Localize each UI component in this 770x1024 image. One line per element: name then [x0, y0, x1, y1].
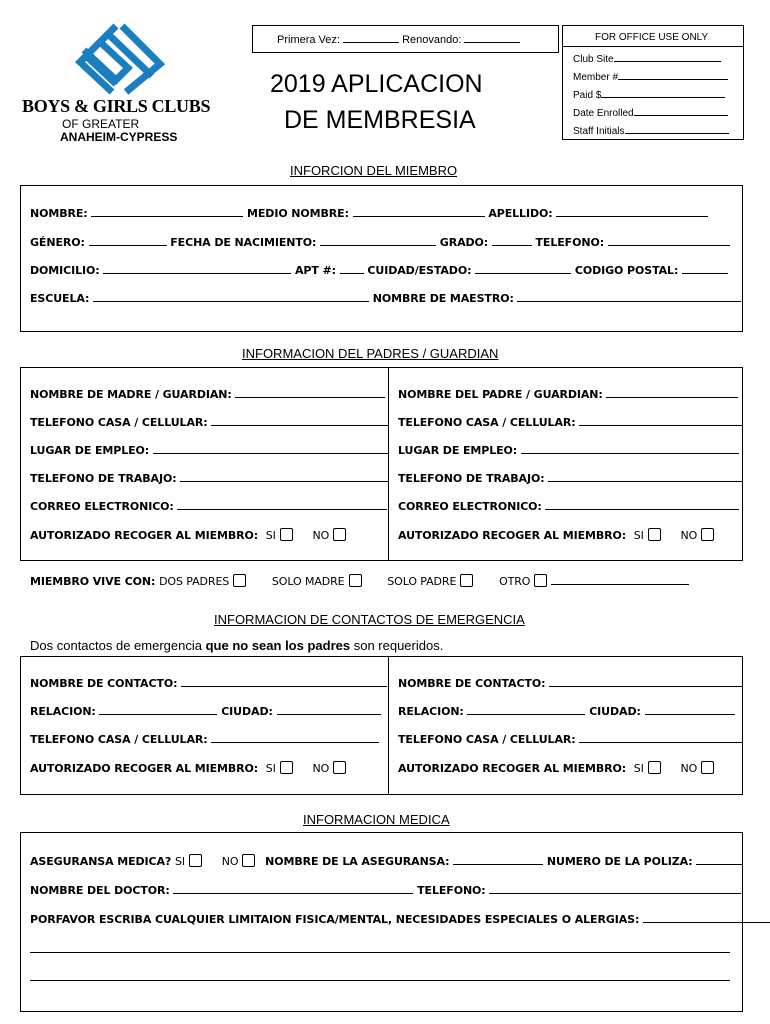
genero-field[interactable] — [89, 236, 167, 246]
paid-field[interactable] — [601, 89, 725, 98]
nombre-label: NOMBRE: — [30, 207, 88, 220]
grado-field[interactable] — [492, 236, 532, 246]
logo — [20, 18, 220, 143]
primera-vez-field[interactable] — [343, 33, 399, 43]
date-enrolled-field[interactable] — [634, 107, 728, 116]
madre-field[interactable] — [235, 388, 385, 398]
telefono-label: TELEFONO: — [535, 236, 604, 249]
contacto1-no-checkbox[interactable] — [333, 761, 346, 774]
codigo-postal-label: CODIGO POSTAL: — [574, 264, 679, 277]
org-sub2: ANAHEIM-CYPRESS — [60, 130, 178, 144]
relacion2-field[interactable] — [467, 705, 585, 715]
ciudad2-label: CIUDAD: — [589, 705, 641, 718]
emergency-note-pre: Dos contactos de emergencia — [30, 638, 206, 653]
padre-si-label: SI — [633, 529, 644, 542]
doctor-field[interactable] — [173, 884, 413, 894]
apellido-label: APELLIDO: — [488, 207, 553, 220]
form-title-line2: DE MEMBRESIA — [284, 106, 476, 134]
vive-label: MIEMBRO VIVE CON: — [30, 575, 156, 588]
contacto2-field[interactable] — [549, 677, 743, 687]
contacto2-si-checkbox[interactable] — [648, 761, 661, 774]
staff-initials-label: Staff Initials — [573, 126, 625, 137]
codigo-postal-field[interactable] — [682, 264, 728, 274]
form-title-line1: 2019 APLICACION — [270, 70, 483, 98]
padre-tel-trabajo-label: TELEFONO DE TRABAJO: — [398, 472, 545, 485]
otro-label: OTRO — [499, 575, 531, 588]
padre-lugar-field[interactable] — [521, 444, 739, 454]
domicilio-field[interactable] — [103, 264, 291, 274]
dos-padres-checkbox[interactable] — [233, 574, 246, 587]
contacto1-si-checkbox[interactable] — [280, 761, 293, 774]
emergency-note-post: son requeridos. — [350, 638, 444, 653]
renovando-field[interactable] — [464, 33, 520, 43]
emergency-section-title: INFORMACION DE CONTACTOS DE EMERGENCIA — [214, 612, 525, 627]
office-use-title: FOR OFFICE USE ONLY — [595, 32, 709, 43]
madre-tel-casa-label: TELEFONO CASA / CELLULAR: — [30, 416, 208, 429]
padre-tel-trabajo-field[interactable] — [548, 472, 742, 482]
madre-label: NOMBRE DE MADRE / GUARDIAN: — [30, 388, 232, 401]
contacto1-tel-field[interactable] — [211, 733, 379, 743]
padre-tel-casa-label: TELEFONO CASA / CELLULAR: — [398, 416, 576, 429]
escuela-label: ESCUELA: — [30, 292, 90, 305]
otro-field[interactable] — [551, 575, 689, 585]
member-section-title: INFORCION DEL MIEMBRO — [290, 163, 458, 178]
medio-nombre-field[interactable] — [353, 207, 485, 217]
club-site-field[interactable] — [614, 53, 721, 62]
nombre-aseguransa-label: NOMBRE DE LA ASEGURANSA: — [265, 855, 450, 868]
contacto1-field[interactable] — [181, 677, 387, 687]
date-enrolled-label: Date Enrolled — [573, 108, 634, 119]
aseguransa-no-label: NO — [221, 855, 239, 868]
genero-label: GÉNERO: — [30, 236, 85, 249]
limitaciones-label: PORFAVOR ESCRIBA CUALQUIER LIMITAION FISICA/MENTAL, NECESIDADES ESPECIALES O ALERGIAS: — [30, 913, 640, 926]
aseguransa-label: ASEGURANSA MEDICA? — [30, 855, 172, 868]
apellido-field[interactable] — [556, 207, 708, 217]
padre-label: NOMBRE DEL PADRE / GUARDIAN: — [398, 388, 603, 401]
ciudad-estado-label: CUIDAD/ESTADO: — [367, 264, 472, 277]
madre-lugar-label: LUGAR DE EMPLEO: — [30, 444, 150, 457]
madre-no-label: NO — [312, 529, 330, 542]
parents-divider — [388, 367, 389, 560]
relacion2-label: RELACION: — [398, 705, 464, 718]
fecha-field[interactable] — [320, 236, 436, 246]
padre-no-checkbox[interactable] — [701, 528, 714, 541]
padre-correo-field[interactable] — [545, 500, 739, 510]
emergency-divider — [388, 656, 389, 794]
apt-label: APT #: — [295, 264, 336, 277]
contacto1-si-label: SI — [265, 762, 276, 775]
aseguransa-no-checkbox[interactable] — [242, 854, 255, 867]
doctor-tel-label: TELEFONO: — [417, 884, 486, 897]
nombre-aseguransa-field[interactable] — [453, 855, 543, 865]
padre-no-label: NO — [680, 529, 698, 542]
poliza-field[interactable] — [696, 855, 742, 865]
contacto2-si-label: SI — [633, 762, 644, 775]
ciudad1-label: CIUDAD: — [221, 705, 273, 718]
clasped-hands-diamond-logo-icon — [20, 18, 220, 98]
aseguransa-si-checkbox[interactable] — [189, 854, 202, 867]
relacion1-label: RELACION: — [30, 705, 96, 718]
apt-field[interactable] — [340, 264, 364, 274]
contacto1-autorizado-label: AUTORIZADO RECOGER AL MIEMBRO: — [30, 762, 259, 775]
padre-field[interactable] — [606, 388, 738, 398]
org-name: BOYS & GIRLS CLUBS — [22, 96, 211, 116]
madre-autorizado-label: AUTORIZADO RECOGER AL MIEMBRO: — [30, 529, 259, 542]
contacto2-no-checkbox[interactable] — [701, 761, 714, 774]
club-site-label: Club Site — [573, 54, 614, 65]
padre-lugar-label: LUGAR DE EMPLEO: — [398, 444, 518, 457]
contacto2-label: NOMBRE DE CONTACTO: — [398, 677, 546, 690]
ciudad-estado-field[interactable] — [475, 264, 571, 274]
grado-label: GRADO: — [439, 236, 489, 249]
dos-padres-label: DOS PADRES — [159, 575, 230, 588]
telefono-field[interactable] — [608, 236, 730, 246]
madre-si-label: SI — [265, 529, 276, 542]
medio-nombre-label: MEDIO NOMBRE: — [247, 207, 349, 220]
office-use-box — [562, 25, 744, 140]
madre-tel-casa-field[interactable] — [211, 416, 389, 426]
madre-tel-trabajo-field[interactable] — [180, 472, 388, 482]
nombre-field[interactable] — [91, 207, 243, 217]
member-label: Member # — [573, 72, 619, 83]
padre-correo-label: CORREO ELECTRONICO: — [398, 500, 542, 513]
madre-no-checkbox[interactable] — [333, 528, 346, 541]
doctor-label: NOMBRE DEL DOCTOR: — [30, 884, 170, 897]
domicilio-label: DOMICILIO: — [30, 264, 100, 277]
solo-padre-label: SOLO PADRE — [387, 575, 457, 588]
contacto1-label: NOMBRE DE CONTACTO: — [30, 677, 178, 690]
aseguransa-si-label: SI — [174, 855, 185, 868]
contacto2-autorizado-label: AUTORIZADO RECOGER AL MIEMBRO: — [398, 762, 627, 775]
solo-madre-checkbox[interactable] — [349, 574, 362, 587]
madre-correo-field[interactable] — [177, 500, 387, 510]
padre-tel-casa-field[interactable] — [579, 416, 743, 426]
escuela-field[interactable] — [93, 292, 369, 302]
renovando-label: Renovando: — [402, 34, 462, 46]
madre-correo-label: CORREO ELECTRONICO: — [30, 500, 174, 513]
medical-section-title: INFORMACION MEDICA — [303, 812, 450, 827]
maestro-label: NOMBRE DE MAESTRO: — [372, 292, 514, 305]
staff-initials-field[interactable] — [625, 125, 729, 134]
contacto1-no-label: NO — [312, 762, 330, 775]
madre-lugar-field[interactable] — [153, 444, 389, 454]
renewal-box — [252, 25, 559, 53]
madre-tel-trabajo-label: TELEFONO DE TRABAJO: — [30, 472, 177, 485]
emergency-note-bold: que no sean los padres — [205, 638, 351, 653]
emergency-note — [30, 638, 443, 653]
solo-madre-label: SOLO MADRE — [271, 575, 345, 588]
limitaciones-line-3[interactable] — [30, 980, 730, 981]
contacto2-tel-label: TELEFONO CASA / CELLULAR: — [398, 733, 576, 746]
ciudad2-field[interactable] — [645, 705, 735, 715]
contacto2-no-label: NO — [680, 762, 698, 775]
contacto1-tel-label: TELEFONO CASA / CELLULAR: — [30, 733, 208, 746]
limitaciones-field[interactable] — [643, 913, 770, 923]
ciudad1-field[interactable] — [277, 705, 381, 715]
org-sub1: OF GREATER — [62, 117, 140, 131]
parents-section-title: INFORMACION DEL PADRES / GUARDIAN — [242, 346, 499, 361]
padre-autorizado-label: AUTORIZADO RECOGER AL MIEMBRO: — [398, 529, 627, 542]
otro-checkbox[interactable] — [534, 574, 547, 587]
limitaciones-line-2[interactable] — [30, 952, 730, 953]
maestro-field[interactable] — [517, 292, 741, 302]
contacto2-tel-field[interactable] — [579, 733, 743, 743]
poliza-label: NUMERO DE LA POLIZA: — [546, 855, 693, 868]
primera-vez-label: Primera Vez: — [277, 34, 340, 46]
fecha-label: FECHA DE NACIMIENTO: — [170, 236, 317, 249]
padre-si-checkbox[interactable] — [648, 528, 661, 541]
relacion1-field[interactable] — [99, 705, 217, 715]
paid-label: Paid $ — [573, 90, 602, 101]
solo-padre-checkbox[interactable] — [460, 574, 473, 587]
madre-si-checkbox[interactable] — [280, 528, 293, 541]
member-field[interactable] — [618, 71, 728, 80]
doctor-tel-field[interactable] — [489, 884, 741, 894]
